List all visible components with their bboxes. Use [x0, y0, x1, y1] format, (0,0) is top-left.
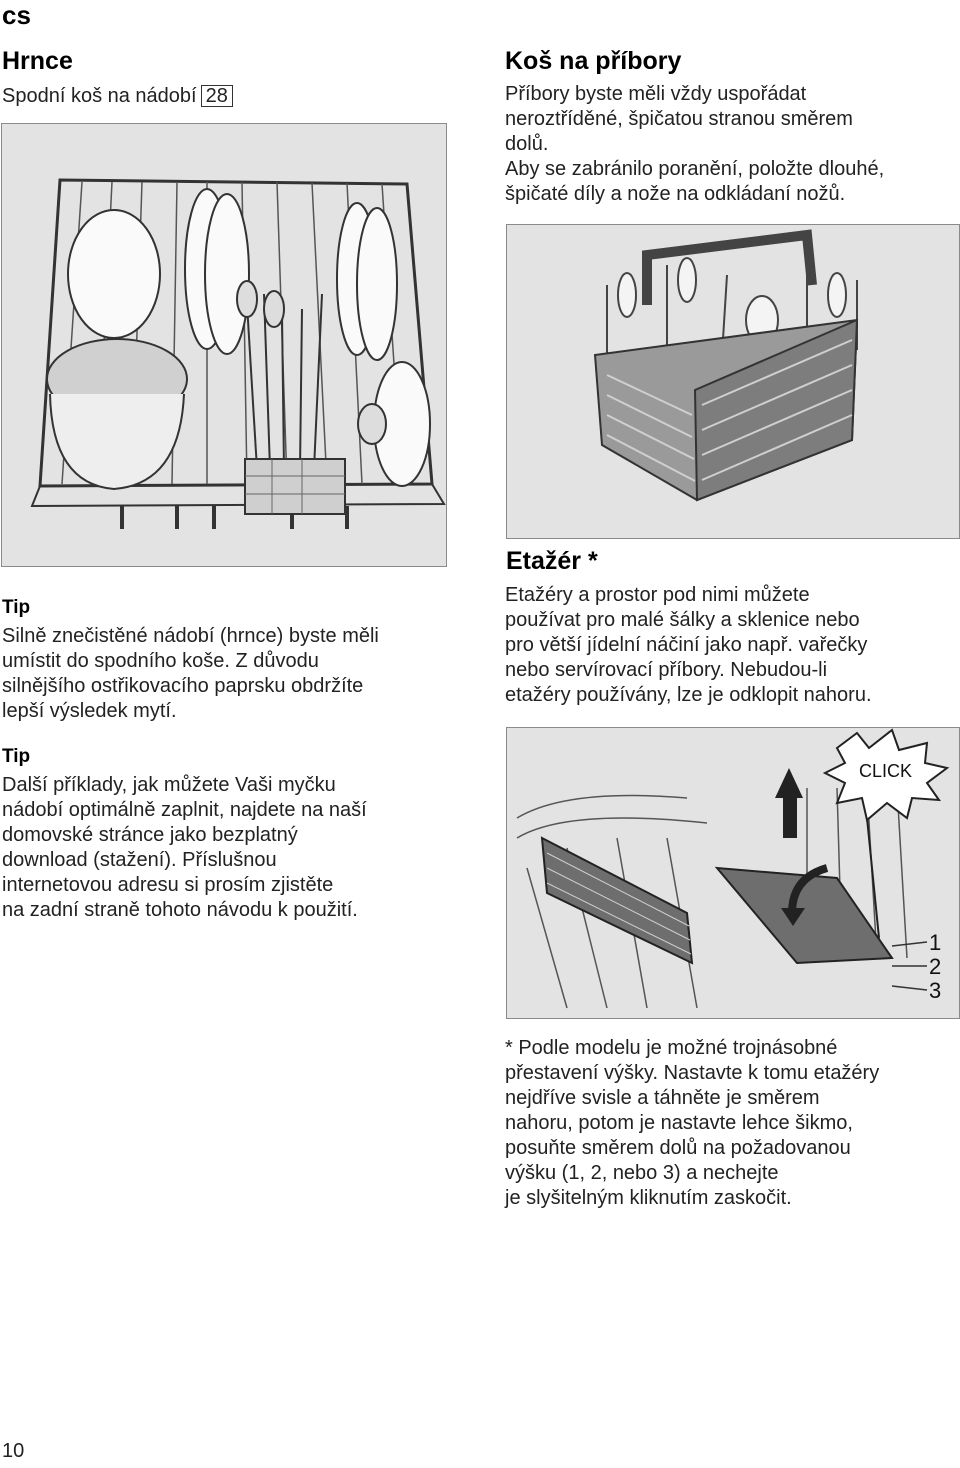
cutlery-line: dolů. — [505, 133, 549, 155]
lower-basket-illustration — [1, 123, 447, 567]
tip1-line: umístit do spodního koše. Z důvodu — [2, 650, 319, 672]
footnote-line: přestavení výšky. Nastavte k tomu etažéry — [505, 1062, 880, 1084]
rack-illustration — [506, 727, 960, 1019]
click-label: CLICK — [859, 761, 913, 781]
rack-line: pro větší jídelní náčiní jako např. vařečky — [505, 634, 868, 656]
tip2-line: nádobí optimálně zaplnit, najdete na naší — [2, 799, 367, 821]
level-2-label: 2 — [929, 954, 942, 979]
footnote-line: * Podle modelu je možné trojnásobné — [505, 1037, 838, 1059]
cutlery-line: Aby se zabránilo poranění, položte dlouhé, — [505, 158, 885, 180]
cutlery-title: Koš na příbory — [505, 47, 682, 75]
tip2-text — [2, 773, 472, 923]
tip1-line: silnějšího ostřikovacího paprsku obdržíte — [2, 675, 364, 697]
footnote-line: nahoru, potom je nastavte lehce šikmo, — [505, 1112, 853, 1134]
tip1-label: Tip — [2, 597, 31, 618]
level-1-label: 1 — [929, 930, 942, 955]
lower-basket-drawing — [2, 124, 446, 566]
pots-title: Hrnce — [2, 47, 73, 75]
pots-subtitle-text: Spodní koš na nádobí — [2, 85, 197, 107]
rack-line: etažéry používány, lze je odklopit nahoru. — [505, 684, 872, 706]
tip2-line: Další příklady, jak můžete Vaši myčku — [2, 774, 336, 796]
rack-drawing — [507, 728, 959, 1018]
language-code: cs — [2, 0, 31, 30]
footnote-line: posuňte směrem dolů na požadovanou — [505, 1137, 851, 1159]
rack-line: Etažéry a prostor pod nimi můžete — [505, 584, 810, 606]
tip1-text — [2, 624, 472, 724]
cutlery-basket-illustration — [506, 224, 960, 539]
cutlery-text — [505, 82, 955, 207]
footnote-text — [505, 1036, 957, 1211]
footnote-line: je slyšitelným kliknutím zaskočit. — [505, 1187, 792, 1209]
rack-line: používat pro malé šálky a sklenice nebo — [505, 609, 860, 631]
tip2-label: Tip — [2, 746, 31, 767]
rack-line: nebo servírovací příbory. Nebudou-li — [505, 659, 828, 681]
tip2-line: domovské stránce jako bezplatný — [2, 824, 298, 846]
tip2-line: na zadní straně tohoto návodu k použití. — [2, 899, 358, 921]
level-3-label: 3 — [929, 978, 942, 1003]
rack-text — [505, 583, 955, 708]
footnote-line: výšku (1, 2, nebo 3) a nechejte — [505, 1162, 779, 1184]
cutlery-line: Příbory byste měli vždy uspořádat — [505, 83, 807, 105]
figure-reference: 28 — [201, 85, 233, 107]
tip1-line: Silně znečistěné nádobí (hrnce) byste měli — [2, 625, 379, 647]
tip2-line: download (stažení). Příslušnou — [2, 849, 277, 871]
cutlery-line: špičaté díly a nože na odkládaní nožů. — [505, 183, 846, 205]
rack-title: Etažér * — [506, 547, 598, 575]
cutlery-basket-drawing — [507, 225, 959, 538]
pots-subtitle — [2, 84, 233, 109]
footnote-line: nejdříve svisle a táhněte je směrem — [505, 1087, 820, 1109]
page-number: 10 — [2, 1440, 25, 1462]
tip1-line: lepší výsledek mytí. — [2, 700, 177, 722]
cutlery-line: neroztříděné, špičatou stranou směrem — [505, 108, 853, 130]
tip2-line: internetovou adresu si prosím zjistěte — [2, 874, 334, 896]
